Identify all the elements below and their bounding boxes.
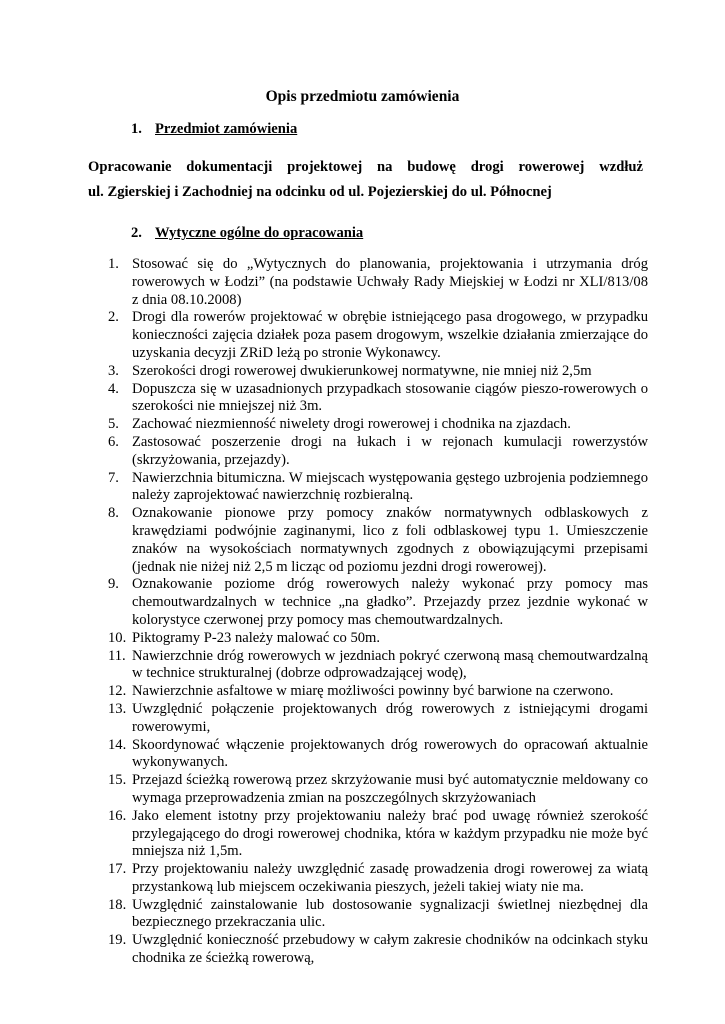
section-2-title: Wytyczne ogólne do opracowania xyxy=(155,225,364,241)
guideline-item xyxy=(108,683,648,701)
guideline-item xyxy=(108,932,648,968)
guideline-item xyxy=(108,505,648,576)
guideline-item xyxy=(108,737,648,773)
guideline-text: Dopuszcza się w uzasadnionych przypadkach stosowanie ciągów pieszo-rowerowych o szerokości nie mniejszej niż 3m. xyxy=(132,380,648,415)
section-1-title: Przedmiot zamówienia xyxy=(155,121,298,137)
guideline-number: 4. xyxy=(108,380,119,397)
section-1-heading xyxy=(131,121,297,138)
guideline-item xyxy=(108,416,648,434)
guideline-item xyxy=(108,630,648,648)
order-subject-line-1: Opracowanie dokumentacji projektowej na budowę drogi rowerowej wzdłuż xyxy=(88,159,643,175)
guideline-text: Nawierzchnie asfaltowe w miarę możliwości powinny być barwione na czerwono. xyxy=(132,683,614,700)
section-2-heading xyxy=(131,225,363,242)
section-2-number: 2. xyxy=(131,225,142,241)
guideline-number: 10. xyxy=(108,629,127,646)
guideline-text: Jako element istotny przy projektowaniu należy brać pod uwagę również szerokość przylegającego do drogi rowerowej chodnika, która w każdym przypadku nie może być mniejsza niż 1,5m. xyxy=(132,807,648,860)
guideline-text: Nawierzchnie dróg rowerowych w jezdniach pokryć czerwoną masą chemoutwardzalną w technice strukturalnej (dobrze odprowadzającej wodę), xyxy=(132,647,648,682)
guideline-text: Drogi dla rowerów projektować w obrębie istniejącego pasa drogowego, w przypadku konieczności zajęcia działek poza pasem drogowym, wszelkie działania zmierzające do uzyskania decyzji ZRiD leżą po stronie Wykonawcy. xyxy=(132,309,648,361)
guideline-item xyxy=(108,808,648,861)
guideline-item xyxy=(108,363,648,381)
guideline-item xyxy=(108,256,648,309)
guideline-text: Oznakowanie pionowe przy pomocy znaków normatywnych odblaskowych z krawędziami podwójnie zaginanymi, lico z foli odblaskowej typu 1. Umieszczenie znaków na wysokościach normatywnych zgodnych z obowiązującymi przepisami (jednak nie niżej niż 2,5 m licząc od poziomu jezdni drogi rowerowej). xyxy=(132,505,648,575)
guideline-number: 13. xyxy=(108,700,127,717)
guideline-item xyxy=(108,470,648,506)
guideline-text: Uwzględnić konieczność przebudowy w całym zakresie chodników na odcinkach styku chodnika ze ścieżką rowerową, xyxy=(132,932,648,967)
guideline-number: 1. xyxy=(108,256,119,272)
guideline-number: 9. xyxy=(108,576,119,593)
guideline-text: Szerokości drogi rowerowej dwukierunkowej normatywne, nie mniej niż 2,5m xyxy=(132,362,592,379)
section-1-number: 1. xyxy=(131,121,142,137)
guideline-item xyxy=(108,434,648,470)
order-subject xyxy=(88,155,643,205)
guideline-item xyxy=(108,897,648,933)
guideline-text: Uwzględnić zainstalowanie lub dostosowanie sygnalizacji świetlnej niezbędnej dla bezpiecznego przekraczania ulic. xyxy=(132,896,648,931)
guideline-item xyxy=(108,576,648,629)
guideline-number: 5. xyxy=(108,416,119,433)
guidelines-list xyxy=(108,256,648,968)
guideline-number: 15. xyxy=(108,772,127,789)
guideline-text: Nawierzchnia bitumiczna. W miejscach występowania gęstego uzbrojenia podziemnego należy zaprojektować nawierzchnię rozbieralną. xyxy=(132,469,648,504)
page-title: Opis przedmiotu zamówienia xyxy=(265,88,460,105)
guideline-text: Uwzględnić połączenie projektowanych dróg rowerowych z istniejącymi drogami rowerowymi, xyxy=(132,700,648,735)
guideline-item xyxy=(108,309,648,362)
guideline-text: Skoordynować włączenie projektowanych dróg rowerowych do opracowań aktualnie wykonywanych. xyxy=(132,736,648,771)
guideline-number: 17. xyxy=(108,861,127,878)
guideline-number: 6. xyxy=(108,433,119,450)
order-subject-line-2: ul. Zgierskiej i Zachodniej na odcinku od ul. Pojezierskiej do ul. Północnej xyxy=(88,184,552,200)
guideline-item xyxy=(108,381,648,417)
guideline-number: 18. xyxy=(108,896,127,913)
guideline-number: 7. xyxy=(108,469,119,486)
guideline-number: 16. xyxy=(108,807,127,824)
guideline-text: Zastosować poszerzenie drogi na łukach i w rejonach kumulacji rowerzystów (skrzyżowania, przejazdy). xyxy=(132,433,648,468)
guideline-text: Przejazd ścieżką rowerową przez skrzyżowanie musi być automatycznie meldowany co wymaga przeprowadzenia zmian na poszczególnych skrzyżowaniach xyxy=(132,772,648,806)
guideline-number: 12. xyxy=(108,683,127,700)
guideline-number: 14. xyxy=(108,736,127,753)
guideline-item xyxy=(108,861,648,897)
guideline-text: Przy projektowaniu należy uwzględnić zasadę prowadzenia drogi rowerowej za wiatą przystankową lub miejscem oczekiwania pieszych, jeżeli takiej wiaty nie ma. xyxy=(132,861,648,895)
guideline-text: Zachować niezmienność niwelety drogi rowerowej i chodnika na zjazdach. xyxy=(132,416,571,433)
guideline-item xyxy=(108,648,648,684)
guideline-text: Piktogramy P-23 należy malować co 50m. xyxy=(132,629,381,646)
guideline-text: Oznakowanie poziome dróg rowerowych należy wykonać przy pomocy mas chemoutwardzalnych w technice „na gładko”. Przejazdy przez jezdnie wykonać w kolorystyce czerwonej przy pomocy mas chemoutwardzalnych. xyxy=(132,576,648,628)
guideline-text: Stosować się do „Wytycznych do planowania, projektowania i utrzymania dróg rowerowych w Łodzi” (na podstawie Uchwały Rady Miejskiej w Łodzi nr XLI/813/08 z dnia 08.10.2008) xyxy=(132,256,648,308)
guideline-number: 8. xyxy=(108,505,119,522)
guideline-number: 2. xyxy=(108,309,119,326)
guideline-number: 19. xyxy=(108,932,127,949)
guideline-number: 3. xyxy=(108,362,119,379)
guideline-item xyxy=(108,701,648,737)
guideline-item xyxy=(108,772,648,808)
guideline-number: 11. xyxy=(108,647,126,664)
